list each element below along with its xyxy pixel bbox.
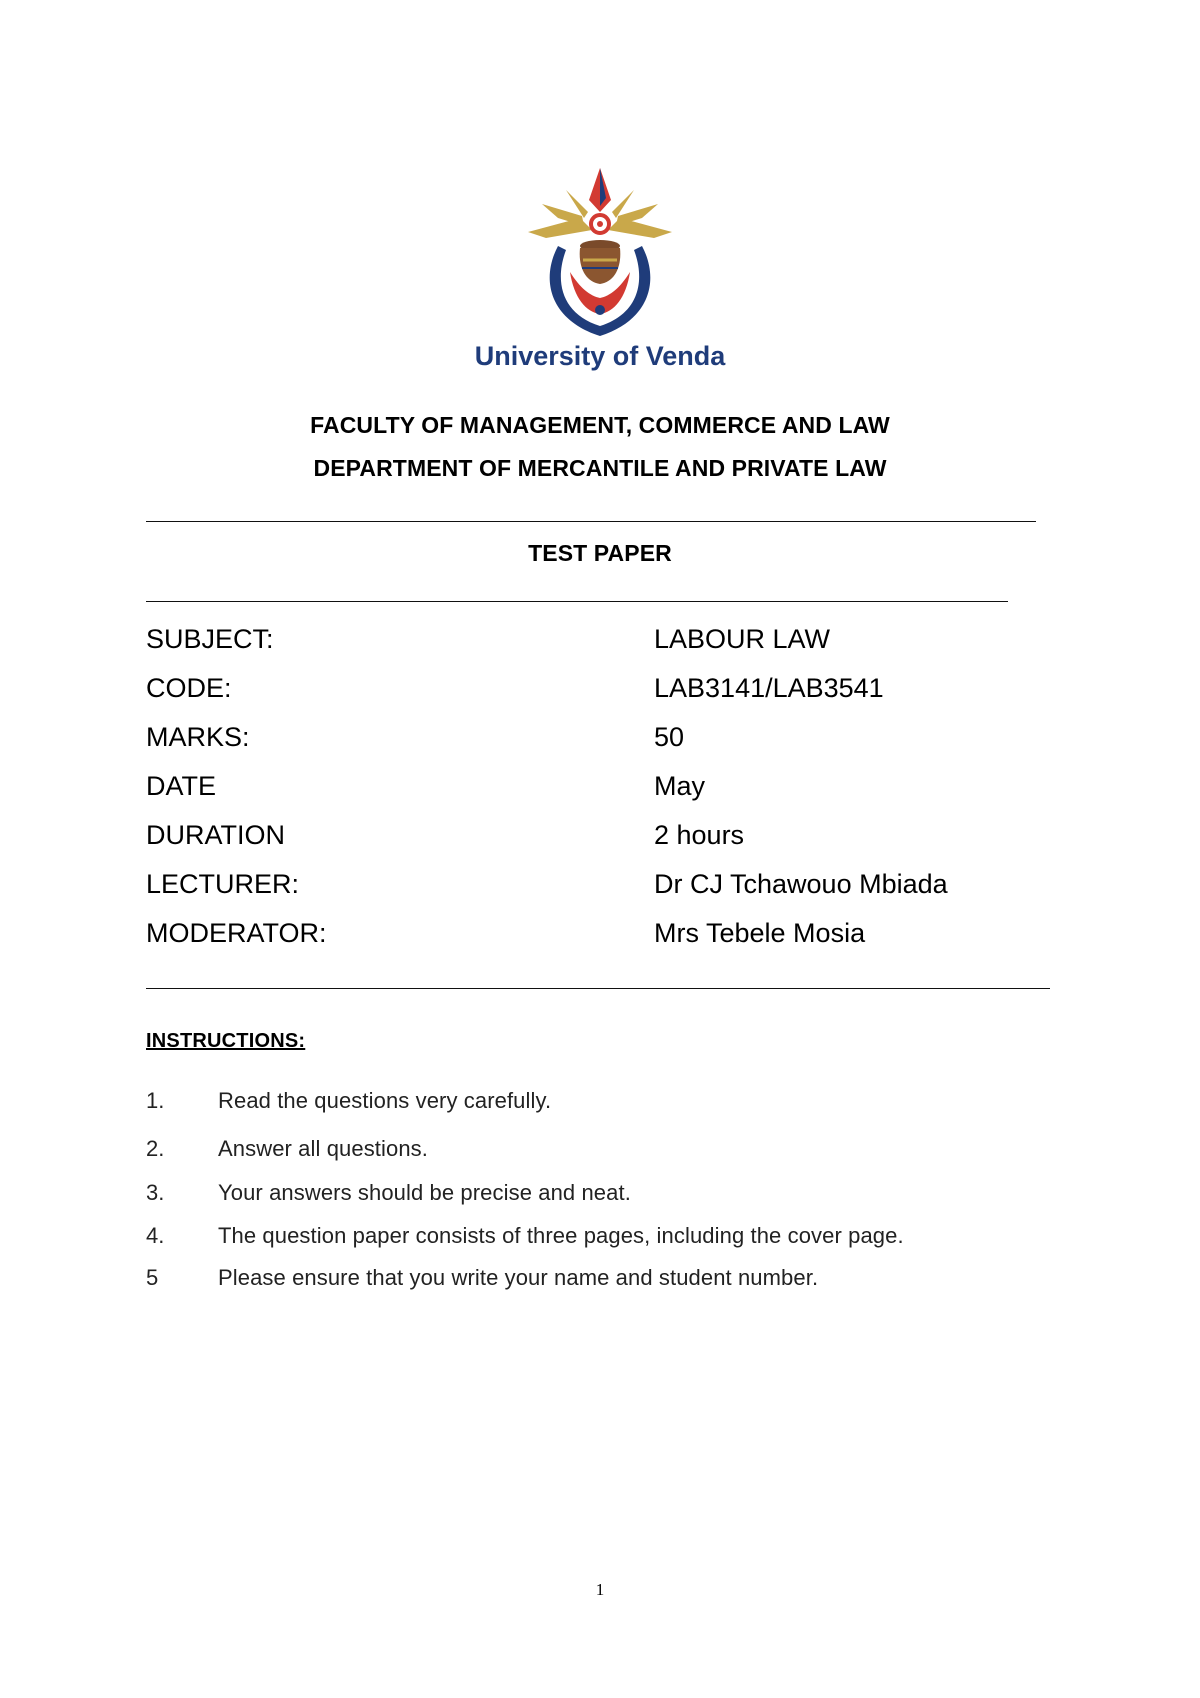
university-name: University of Venda [474, 341, 726, 371]
detail-label: DURATION [146, 820, 285, 850]
detail-label: LECTURER: [146, 869, 300, 899]
divider [146, 601, 1008, 602]
detail-value: 2 hours [654, 820, 745, 850]
detail-value: Dr CJ Tchawouo Mbiada [654, 869, 948, 899]
instruction-text: Answer all questions. [218, 1136, 428, 1161]
detail-label: MARKS: [146, 722, 250, 752]
detail-label: CODE: [146, 673, 232, 703]
detail-value: May [654, 771, 706, 801]
detail-label: MODERATOR: [146, 918, 327, 948]
detail-label: DATE [146, 771, 217, 801]
instruction-number: 5 [146, 1265, 159, 1290]
detail-value: Mrs Tebele Mosia [654, 918, 866, 948]
detail-value: LABOUR LAW [654, 624, 831, 654]
instruction-text: Your answers should be precise and neat. [218, 1180, 631, 1205]
instructions-heading: INSTRUCTIONS: [146, 1030, 306, 1052]
detail-value: 50 [654, 722, 685, 752]
department-heading: DEPARTMENT OF MERCANTILE AND PRIVATE LAW [313, 455, 887, 481]
instruction-number: 4. [146, 1223, 165, 1248]
instruction-text: The question paper consists of three pages, including the cover page. [218, 1223, 904, 1248]
instruction-text: Please ensure that you write your name and student number. [218, 1265, 819, 1290]
detail-value: LAB3141/LAB3541 [654, 673, 884, 703]
instruction-number: 2. [146, 1136, 165, 1161]
crest-icon [528, 168, 672, 336]
divider [146, 521, 1036, 522]
instruction-number: 1. [146, 1088, 165, 1113]
divider [146, 988, 1050, 989]
page-number: 1 [595, 1580, 605, 1599]
instruction-number: 3. [146, 1180, 165, 1205]
paper-type: TEST PAPER [528, 540, 672, 566]
university-logo [470, 160, 730, 385]
faculty-heading: FACULTY OF MANAGEMENT, COMMERCE AND LAW [310, 412, 890, 438]
detail-label: SUBJECT: [146, 624, 274, 654]
instruction-text: Read the questions very carefully. [218, 1088, 552, 1113]
